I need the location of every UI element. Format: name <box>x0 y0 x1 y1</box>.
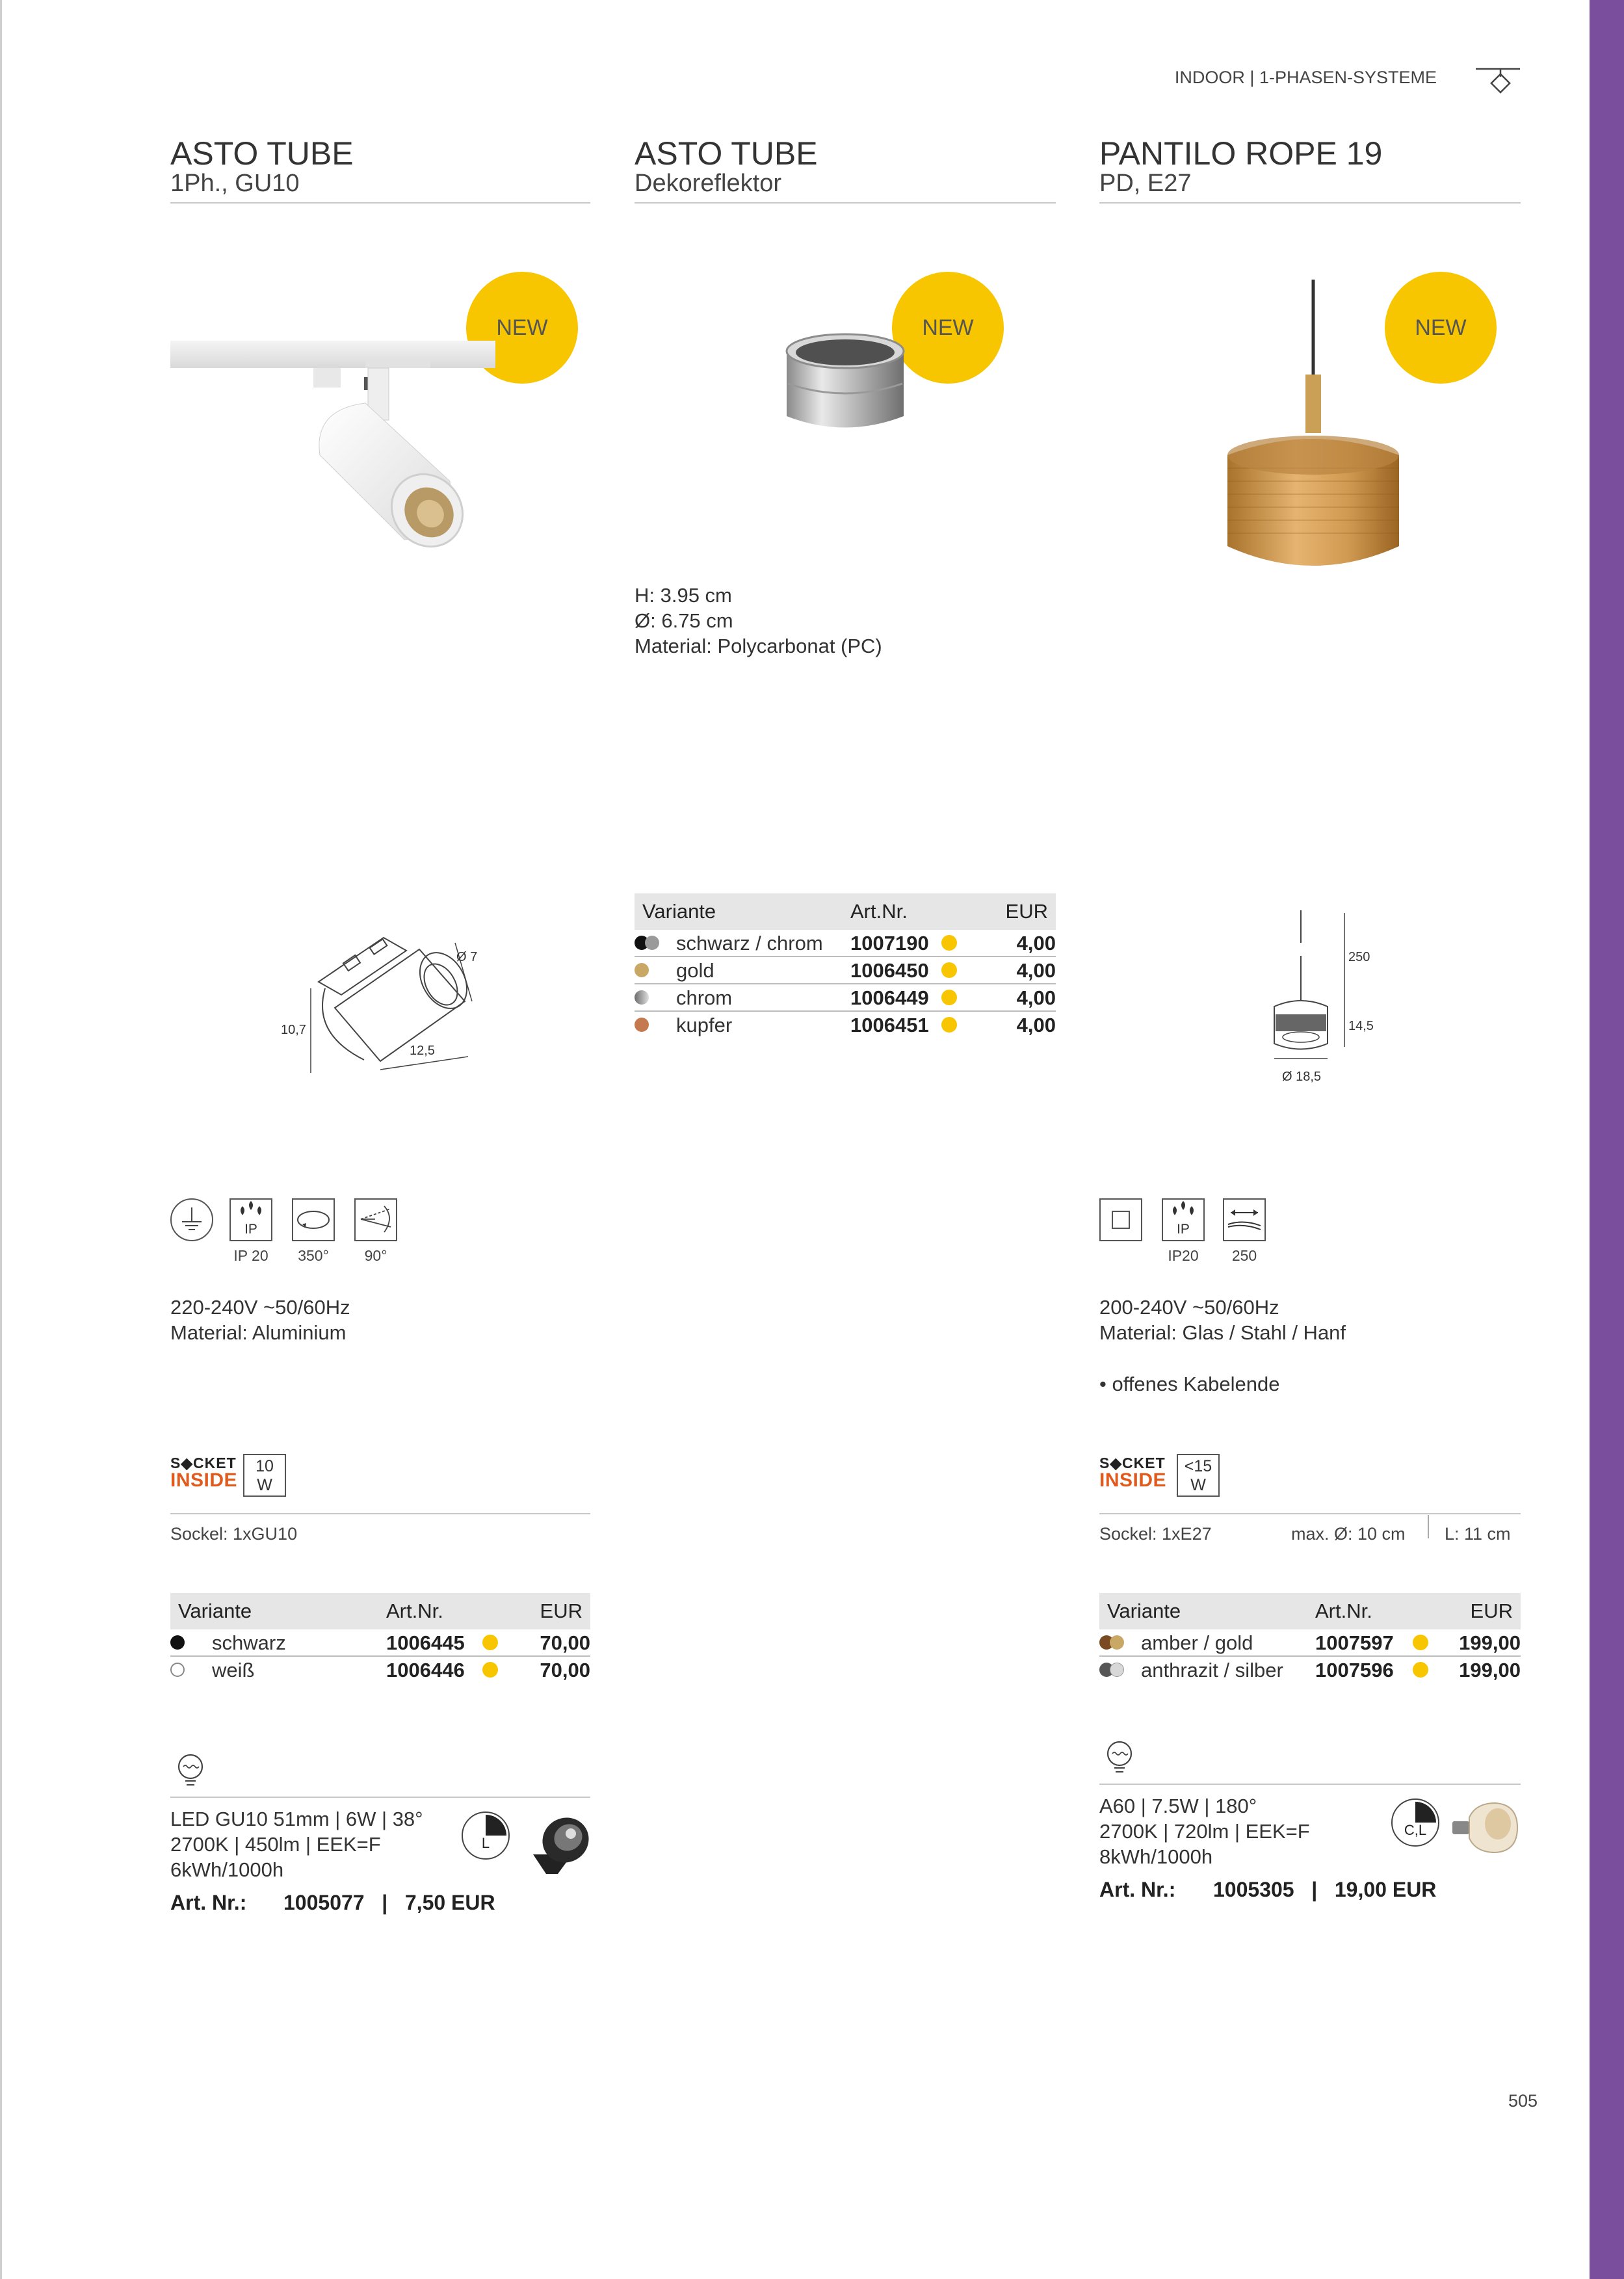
header-variante: Variante <box>642 900 716 923</box>
product-image-reflector <box>780 319 910 442</box>
sockel-text: Sockel: 1xE27 <box>1099 1524 1212 1544</box>
variant-name: weiß <box>212 1659 255 1681</box>
product-title: ASTO TUBE <box>635 135 818 172</box>
new-marker-dot <box>941 935 957 951</box>
spec-height: H: 3.95 cm <box>635 584 732 607</box>
sockel-text: Sockel: 1xGU10 <box>170 1524 298 1544</box>
spec-voltage: 200-240V ~50/60Hz <box>1099 1296 1279 1319</box>
color-swatch-copper <box>635 1018 649 1032</box>
dim-height-label: 10,7 <box>281 1023 306 1037</box>
color-swatch-white <box>170 1663 185 1677</box>
max-watt-box <box>243 1454 286 1497</box>
price: 4,00 <box>1016 986 1056 1009</box>
header-artnr: Art.Nr. <box>386 1600 443 1622</box>
page-number: 505 <box>1508 2091 1538 2111</box>
price: 4,00 <box>1016 1014 1056 1036</box>
dimmable-label: L <box>481 1835 490 1851</box>
new-marker-dot <box>482 1635 498 1650</box>
dimmable-icon <box>1391 1798 1439 1847</box>
length-text: L: 11 cm <box>1445 1524 1511 1544</box>
product-subtitle: 1Ph., GU10 <box>170 170 300 197</box>
socket-logo-line1: S◆CKET <box>170 1455 237 1471</box>
socket-logo-line1: S◆CKET <box>1099 1455 1166 1471</box>
header-eur: EUR <box>540 1600 583 1622</box>
table-row[interactable] <box>170 1657 590 1683</box>
dimmable-label: C,L <box>1404 1822 1427 1838</box>
spec-material: Material: Glas / Stahl / Hanf <box>1099 1321 1346 1344</box>
lamp-art-value: 1005077 | 7,50 EUR <box>283 1891 495 1914</box>
table-row[interactable] <box>635 984 1056 1012</box>
new-marker-dot <box>1413 1635 1428 1650</box>
cable-length-icon <box>1223 1198 1266 1241</box>
product-title: ASTO TUBE <box>170 135 354 172</box>
dimension-drawing <box>1261 904 1391 1092</box>
variant-name: kupfer <box>676 1014 733 1036</box>
variant-table <box>635 893 1056 1038</box>
product-image-pendant <box>1209 280 1404 585</box>
header-artnr: Art.Nr. <box>1315 1600 1372 1622</box>
article-number: 1007596 <box>1315 1659 1394 1681</box>
protection-class-icon <box>1099 1198 1142 1241</box>
protection-class-icon <box>170 1198 213 1241</box>
price: 70,00 <box>540 1631 590 1654</box>
table-header <box>1099 1593 1521 1629</box>
chapter-sidebar <box>1590 0 1624 2279</box>
variant-table <box>170 1593 590 1683</box>
price: 70,00 <box>540 1659 590 1681</box>
new-badge: NEW <box>892 272 1004 384</box>
color-swatch-chrome <box>635 990 649 1005</box>
tilt-icon <box>354 1198 397 1241</box>
lamp-spec-line3: 8kWh/1000h <box>1099 1845 1213 1868</box>
table-row[interactable] <box>635 930 1056 957</box>
lamp-spec-line2: 2700K | 450lm | EEK=F <box>170 1833 381 1856</box>
dim-cable-label: 250 <box>1348 950 1370 964</box>
article-number: 1006449 <box>850 986 929 1009</box>
table-row[interactable] <box>1099 1629 1521 1657</box>
table-header <box>170 1593 590 1629</box>
color-swatch-gold <box>1110 1635 1124 1650</box>
variant-name: schwarz <box>212 1631 286 1654</box>
article-number: 1006451 <box>850 1014 929 1036</box>
light-bulb-icon <box>174 1752 207 1789</box>
price: 4,00 <box>1016 959 1056 982</box>
dim-diameter-label: Ø 18,5 <box>1282 1070 1322 1084</box>
tilt-label: 90° <box>364 1247 387 1264</box>
lamp-art-value: 1005305 | 19,00 EUR <box>1213 1878 1437 1901</box>
spec-diameter: Ø: 6.75 cm <box>635 609 733 632</box>
new-marker-dot <box>941 990 957 1005</box>
light-bulb-icon <box>1103 1739 1136 1776</box>
lamp-rule <box>170 1797 590 1798</box>
ip-text: IP <box>1177 1222 1190 1237</box>
table-header <box>635 893 1056 930</box>
socket-inside-logo <box>170 1455 237 1490</box>
variant-name: anthrazit / silber <box>1141 1659 1283 1681</box>
title-rule <box>635 202 1056 204</box>
cable-length-label: 250 <box>1231 1247 1257 1264</box>
socket-rule <box>1099 1513 1521 1514</box>
lamp-spec-line2: 2700K | 720lm | EEK=F <box>1099 1820 1310 1843</box>
dimmable-icon <box>462 1811 510 1860</box>
lamp-spec-line1: A60 | 7.5W | 180° <box>1099 1795 1257 1817</box>
article-number: 1006450 <box>850 959 929 982</box>
product-title: PANTILO ROPE 19 <box>1099 135 1383 172</box>
article-number: 1007597 <box>1315 1631 1394 1654</box>
header-eur: EUR <box>1005 900 1048 923</box>
new-marker-dot <box>941 962 957 978</box>
dim-length-label: 12,5 <box>410 1044 435 1058</box>
spec-bullet: • offenes Kabelende <box>1099 1373 1280 1395</box>
max-watt-unit: W <box>1190 1476 1206 1494</box>
rotation-icon <box>292 1198 335 1241</box>
dimension-drawing <box>273 923 494 1079</box>
variant-name: amber / gold <box>1141 1631 1253 1654</box>
socket-rule <box>170 1513 590 1514</box>
color-swatch-chrome <box>645 936 659 950</box>
max-watt-value: <15 <box>1184 1457 1212 1475</box>
header-variante: Variante <box>178 1600 252 1622</box>
new-marker-dot <box>1413 1662 1428 1678</box>
socket-inside-logo <box>1099 1455 1166 1490</box>
new-marker-dot <box>482 1662 498 1678</box>
ip-text: IP <box>244 1222 257 1237</box>
header-variante: Variante <box>1107 1600 1181 1622</box>
article-number: 1007190 <box>850 932 929 955</box>
table-row[interactable] <box>635 957 1056 984</box>
lamp-art-label: Art. Nr.: <box>170 1891 247 1914</box>
lamp-art-label: Art. Nr.: <box>1099 1878 1176 1901</box>
article-number: 1006446 <box>386 1659 465 1681</box>
ip-label: IP 20 <box>233 1247 268 1264</box>
color-swatch-silver <box>1110 1663 1124 1677</box>
article-number: 1006445 <box>386 1631 465 1654</box>
new-marker-dot <box>941 1017 957 1033</box>
header-artnr: Art.Nr. <box>850 900 908 923</box>
dim-diameter-label: Ø 7 <box>456 950 478 964</box>
spec-material: Material: Polycarbonat (PC) <box>635 635 882 657</box>
table-row[interactable] <box>170 1629 590 1657</box>
color-swatch-gold <box>635 963 649 977</box>
track-light-icon <box>1474 62 1521 96</box>
product-subtitle: Dekoreflektor <box>635 170 781 197</box>
socket-logo-line2: INSIDE <box>170 1469 238 1491</box>
spec-material: Material: Aluminium <box>170 1321 347 1344</box>
ip-rating-icon <box>229 1198 272 1241</box>
max-watt-value: 10 <box>255 1457 274 1475</box>
rotation-label: 350° <box>298 1247 329 1264</box>
socket-logo-line2: INSIDE <box>1099 1469 1167 1491</box>
variant-name: gold <box>676 959 714 982</box>
variant-name: chrom <box>676 986 733 1009</box>
title-rule <box>170 202 590 204</box>
table-row[interactable] <box>635 1012 1056 1038</box>
max-watt-unit: W <box>257 1476 272 1494</box>
max-watt-box <box>1177 1454 1220 1497</box>
lamp-spec-line1: LED GU10 51mm | 6W | 38° <box>170 1808 423 1830</box>
header-category: INDOOR | 1-PHASEN-SYSTEME <box>1174 68 1437 87</box>
divider <box>1428 1515 1429 1538</box>
price: 199,00 <box>1459 1659 1521 1681</box>
header-eur: EUR <box>1470 1600 1513 1622</box>
ip-label: IP20 <box>1168 1247 1199 1264</box>
dim-height-label: 14,5 <box>1348 1019 1374 1033</box>
ip-rating-icon <box>1162 1198 1205 1241</box>
new-badge: NEW <box>1385 272 1497 384</box>
table-row[interactable] <box>1099 1657 1521 1683</box>
price: 4,00 <box>1016 932 1056 955</box>
variant-name: schwarz / chrom <box>676 932 823 955</box>
product-image-spot <box>170 338 508 598</box>
variant-table <box>1099 1593 1521 1683</box>
lamp-spec-line3: 6kWh/1000h <box>170 1858 284 1881</box>
lamp-rule <box>1099 1784 1521 1785</box>
price: 199,00 <box>1459 1631 1521 1654</box>
product-subtitle: PD, E27 <box>1099 170 1192 197</box>
color-swatch-black <box>170 1635 185 1650</box>
max-diameter-text: max. Ø: 10 cm <box>1291 1524 1406 1544</box>
a60-lamp-image <box>1450 1798 1521 1858</box>
new-badge: NEW <box>466 272 578 384</box>
gu10-lamp-image <box>520 1814 592 1879</box>
spec-voltage: 220-240V ~50/60Hz <box>170 1296 350 1319</box>
left-edge-line <box>0 0 2 2279</box>
title-rule <box>1099 202 1521 204</box>
